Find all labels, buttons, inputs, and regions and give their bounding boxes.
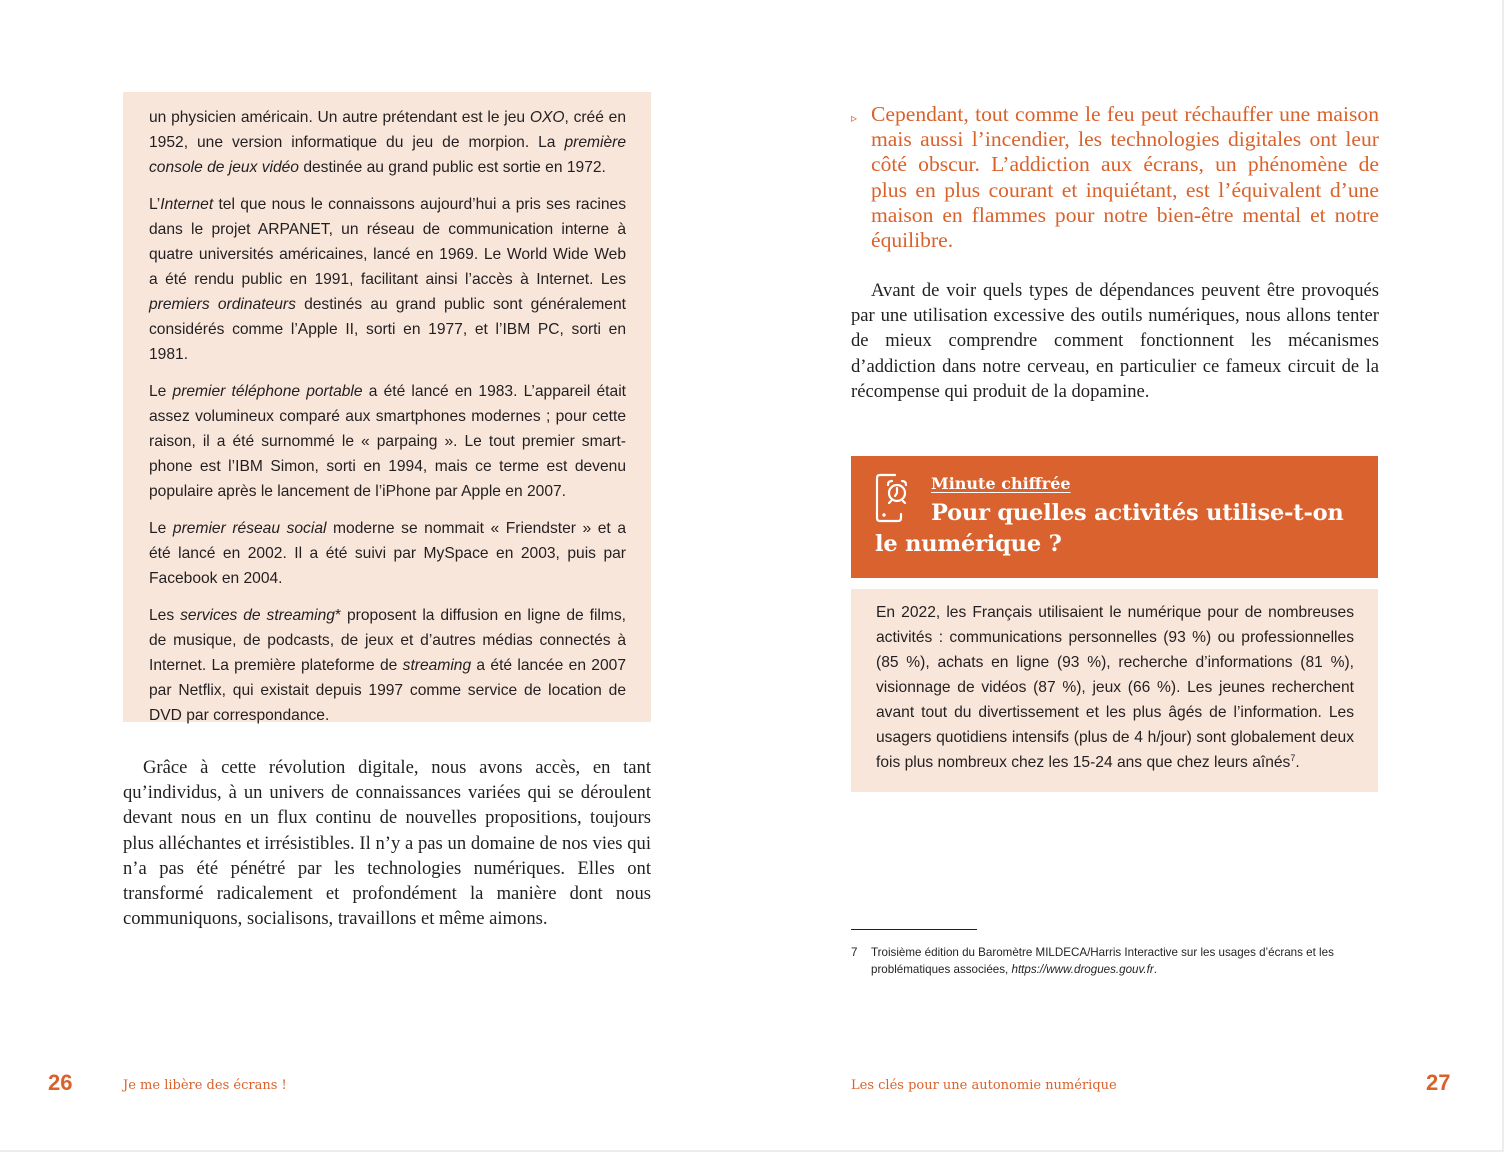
emphasis-term: services de streaming	[180, 607, 335, 624]
right-page	[752, 0, 1504, 1152]
statistics-box	[851, 589, 1378, 792]
footnote: 7 Troisième édition du Baromètre MILDECA/Harris Interactive sur les usages d’écrans et les problématiques associées, https://www.drogues.gouv.fr.	[851, 946, 1334, 976]
minute-chiffree-header	[851, 456, 1378, 578]
info-paragraph: Le premier téléphone portable a été lancé en 1983. L’appareil était assez volumineux comparé aux smartphones modernes ; pour cette raison, il a été surnommé le « parpaing ». Le tout premier smart-phone est l’IBM Simon, sorti en 1994, mais ce terme est devenu populaire après le lancement de l’iPhone par Apple en 2007.	[149, 383, 626, 500]
section-kicker: Minute chiffrée	[931, 474, 1071, 493]
footnote-number: 7	[851, 946, 858, 959]
emphasis-term: streaming	[402, 657, 472, 674]
footnote-reference[interactable]: 7	[1290, 752, 1296, 763]
emphasis-term: OXO	[529, 109, 565, 126]
footnote-divider	[851, 929, 977, 930]
body-paragraph: Avant de voir quels types de dépendances peuvent être provoqués par une utilisation excessive des outils numériques, nous allons tenter de mieux comprendre comment fonctionnent les mécanismes d’addiction dans notre cerveau, en particulier ce fameux circuit de la récompense qui produit de la dopamine.	[851, 280, 1379, 402]
emphasis-term: premier réseau social	[172, 520, 327, 537]
info-paragraph: un physicien américain. Un autre prétendant est le jeu OXO, créé en 1952, une version informatique du jeu de morpion. La première console de jeux vidéo destinée au grand public est sortie en 1972.	[149, 109, 626, 176]
info-paragraph: L’Internet tel que nous le connaissons aujourd’hui a pris ses racines dans le projet ARPANET, un réseau de communication interne à quatre universités américaines, lancé en 1969. Le World Wide Web a été rendu public en 1991, facilitant ainsi l’accès à Internet. Les premiers ordinateurs destinés au grand public sont généralement considérés comme l’Apple II, sorti en 1977, et l’IBM PC, sorti en 1981.	[149, 196, 626, 363]
page-number: 26	[48, 1070, 73, 1095]
emphasis-term: premiers ordinateurs	[149, 296, 296, 313]
info-paragraph: Le premier réseau social moderne se nommait « Friendster » et a été lancé en 2002. Il a été suivi par MySpace en 2003, puis par Facebook en 2004.	[149, 520, 627, 587]
statistics-text: En 2022, les Français utilisaient le numérique pour de nombreuses activités : communications personnelles (93 %) ou professionnelles (85 %), achats en ligne (93 %), recherche d’informations (81 %), visionnage de vidéos (87 %), jeux (66 %). Les jeunes recherchent avant tout du divertissement et les plus âgés de l’information. Les usagers quotidiens intensifs (plus de 4 h/jour) sont globalement deux fois plus nombreux chez les 15-24 ans que chez leurs aînés$^7$.	[876, 604, 1354, 771]
info-paragraph: Les services de streaming* proposent la diffusion en ligne de films, de musique, de podcasts, de jeux et d’autres médias connectés à Internet. La première plateforme de streaming a été lancée en 2007 par Netflix, qui existait depuis 1997 comme service de location de DVD par correspondance.	[149, 607, 626, 724]
highlight-quote	[851, 102, 1379, 253]
history-sidebar-box	[123, 92, 651, 722]
footnote-link[interactable]: https://www.drogues.gouv.fr	[1011, 962, 1154, 976]
running-head: Les clés pour une autonomie numérique	[851, 1078, 1117, 1093]
body-paragraph: Grâce à cette révolution digitale, nous avons accès, en tant qu’individus, à un univers de connaissances variées qui se déroulent devant nous en un flux continu de nouvelles propositions, toujours plus alléchantes et irrésistibles. Il n’y a pas un domaine de nos vies qui n’a pas été pénétré par les technologies numériques. Elles ont transformé radicalement et profondément la manière dont nous communiquons, socialisons, travaillons et même aimons.	[123, 757, 651, 930]
footnote-text: Troisième édition du Baromètre MILDECA/Harris Interactive sur les usages d’écrans et les problématiques associées,	[871, 946, 1334, 976]
triangle-marker-icon: ▹	[851, 111, 858, 125]
page-number: 27	[1426, 1070, 1451, 1095]
section-title: Pour quelles activités utilise-t-on le numérique ?	[875, 500, 1344, 557]
emphasis-term: première console de jeux vidéo	[149, 134, 626, 176]
emphasis-term: premier téléphone portable	[172, 383, 363, 400]
emphasis-term: Internet	[160, 196, 214, 213]
quote-text: Cependant, tout comme le feu peut réchauffer une maison mais aussi l’incendier, les technologies digitales ont leur côté obscur. L’addiction aux écrans, un phénomène de plus en plus courant et inquiétant, est l’équivalent d’une maison en flammes pour notre bien-être mental et notre équilibre.	[871, 102, 1379, 253]
running-head: Je me libère des écrans !	[123, 1078, 287, 1093]
